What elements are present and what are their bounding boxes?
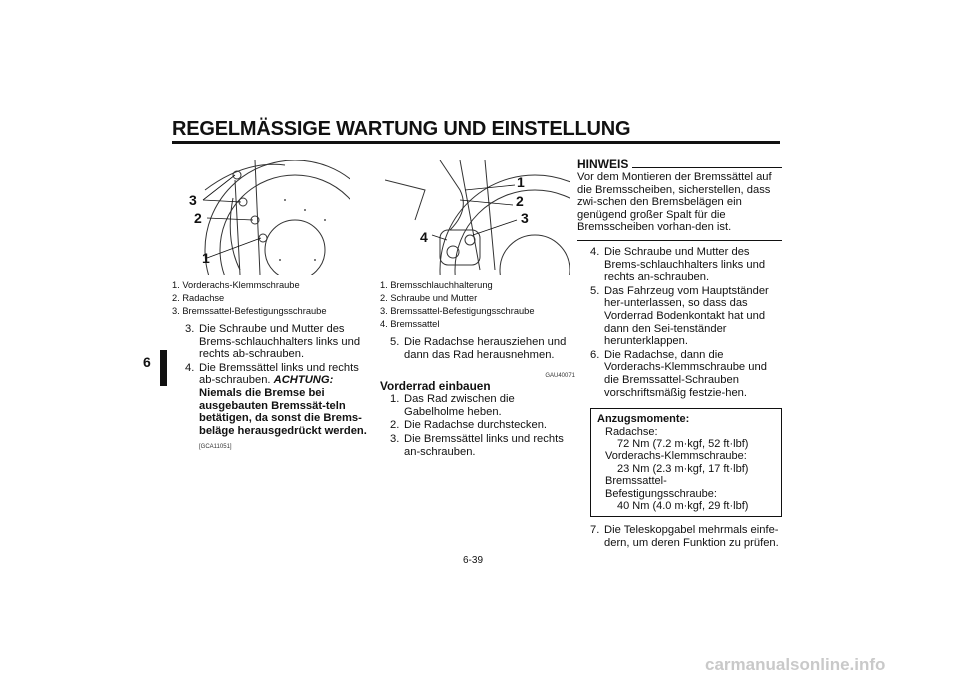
figure-brake-caliper	[385, 160, 570, 275]
note-heading	[577, 157, 782, 171]
col2-step5: 5. Die Radachse herausziehen und dann das Rad herausnehmen.	[390, 336, 567, 361]
col2-steps	[390, 393, 575, 459]
callout-3: 3	[189, 192, 197, 208]
figure1-captions	[172, 279, 367, 318]
watermark: carmanualsonline.info	[705, 655, 886, 674]
caption: 4. Bremssattel	[380, 319, 440, 329]
caption: 3. Bremssattel-Befestigungsschraube	[380, 306, 535, 316]
title-rule	[172, 141, 780, 144]
step-6: 6. Die Radachse, dann die Vorderachs-Klemmschraube und die Bremssattel-Schrauben vorschriftsmäßig festzie-hen.	[590, 348, 767, 399]
figure2-captions	[380, 279, 575, 331]
caption: 2. Radachse	[172, 293, 225, 303]
chapter-tab	[160, 350, 167, 386]
note-text: Vor dem Montieren der Bremssättel auf die Bremsscheiben, sicherstellen, dass zwi-schen den Bremsbelägen ein genügend großer Spalt für die Bremsscheiben vorhan-den ist.	[577, 171, 782, 241]
column-1	[172, 160, 367, 451]
col3-step7: 7. Die Teleskopgabel mehrmals einfe-dern, um deren Funktion zu prüfen.	[590, 524, 779, 549]
chapter-number: 6	[143, 354, 151, 370]
caption: 1. Vorderachs-Klemmschraube	[172, 280, 300, 290]
col1-steps	[185, 323, 367, 451]
callout-2: 2	[194, 210, 202, 226]
note-title: HINWEIS	[577, 157, 629, 171]
step-4: 4. Die Schraube und Mutter des Brems-schlauchhalters links und rechts an-schrauben.	[590, 245, 766, 284]
step-2: 2. Die Radachse durchstecken.	[390, 419, 548, 432]
step-3: 3. Die Schraube und Mutter des Brems-schlauchhalters links und rechts ab-schrauben.	[185, 323, 361, 361]
torque-title: Anzugsmomente:	[597, 413, 690, 426]
callout-3: 3	[521, 210, 529, 226]
callout-1: 1	[517, 174, 525, 190]
caption: 2. Schraube und Mutter	[380, 293, 478, 303]
section-code: GAU40071	[545, 373, 575, 380]
warning-label: ACHTUNG:	[273, 374, 334, 387]
callout-2: 2	[516, 193, 524, 209]
callout-1: 1	[202, 250, 210, 266]
caption: 3. Bremssattel-Befestigungsschraube	[172, 306, 327, 316]
step-3: 3. Die Bremssättel links und rechts an-schrauben.	[390, 432, 564, 458]
torque-box: Anzugsmomente: Radachse: 72 Nm (7.2 m·kgf, 52 ft·lbf) Vorderachs-Klemmschraube: 23 Nm (2.3 m·kgf, 17 ft·lbf) Bremssattel-Befestigungsschraube: 40 Nm (4.0 m·kgf, 29 ft·lbf)	[590, 408, 782, 517]
warning-code: [GCA11051]	[199, 444, 232, 451]
figure-brake-disc-axle	[185, 160, 350, 275]
callout-4: 4	[420, 229, 428, 245]
caption: 1. Bremsschlauchhalterung	[380, 280, 493, 290]
warning-text: Niemals die Bremse bei ausgebauten Bremssät-teln betätigen, da sonst die Brems-beläge herausgedrückt werden.	[199, 386, 367, 437]
column-3	[577, 157, 782, 551]
section-heading: Vorderrad einbauen	[380, 379, 491, 394]
step-5: 5. Das Fahrzeug vom Hauptständer her-unterlassen, so dass das Vorderrad Bodenkontakt hat und dann den Sei-tenständer herunterklappen.	[590, 284, 769, 348]
column-2	[380, 160, 575, 459]
step-1: 1. Das Rad zwischen die Gabelholme heben.	[390, 393, 515, 418]
col3-steps	[590, 246, 782, 400]
page-title: REGELMÄSSIGE WARTUNG UND EINSTELLUNG	[172, 118, 631, 140]
step-4: 4. Die Bremssättel links und rechts ab-schrauben. ACHTUNG: Niemals die Bremse bei ausgebauten Bremssät-teln betätigen, da sonst die Brems-beläge herausgedrückt werden.	[185, 361, 367, 437]
page-number: 6-39	[463, 555, 484, 566]
